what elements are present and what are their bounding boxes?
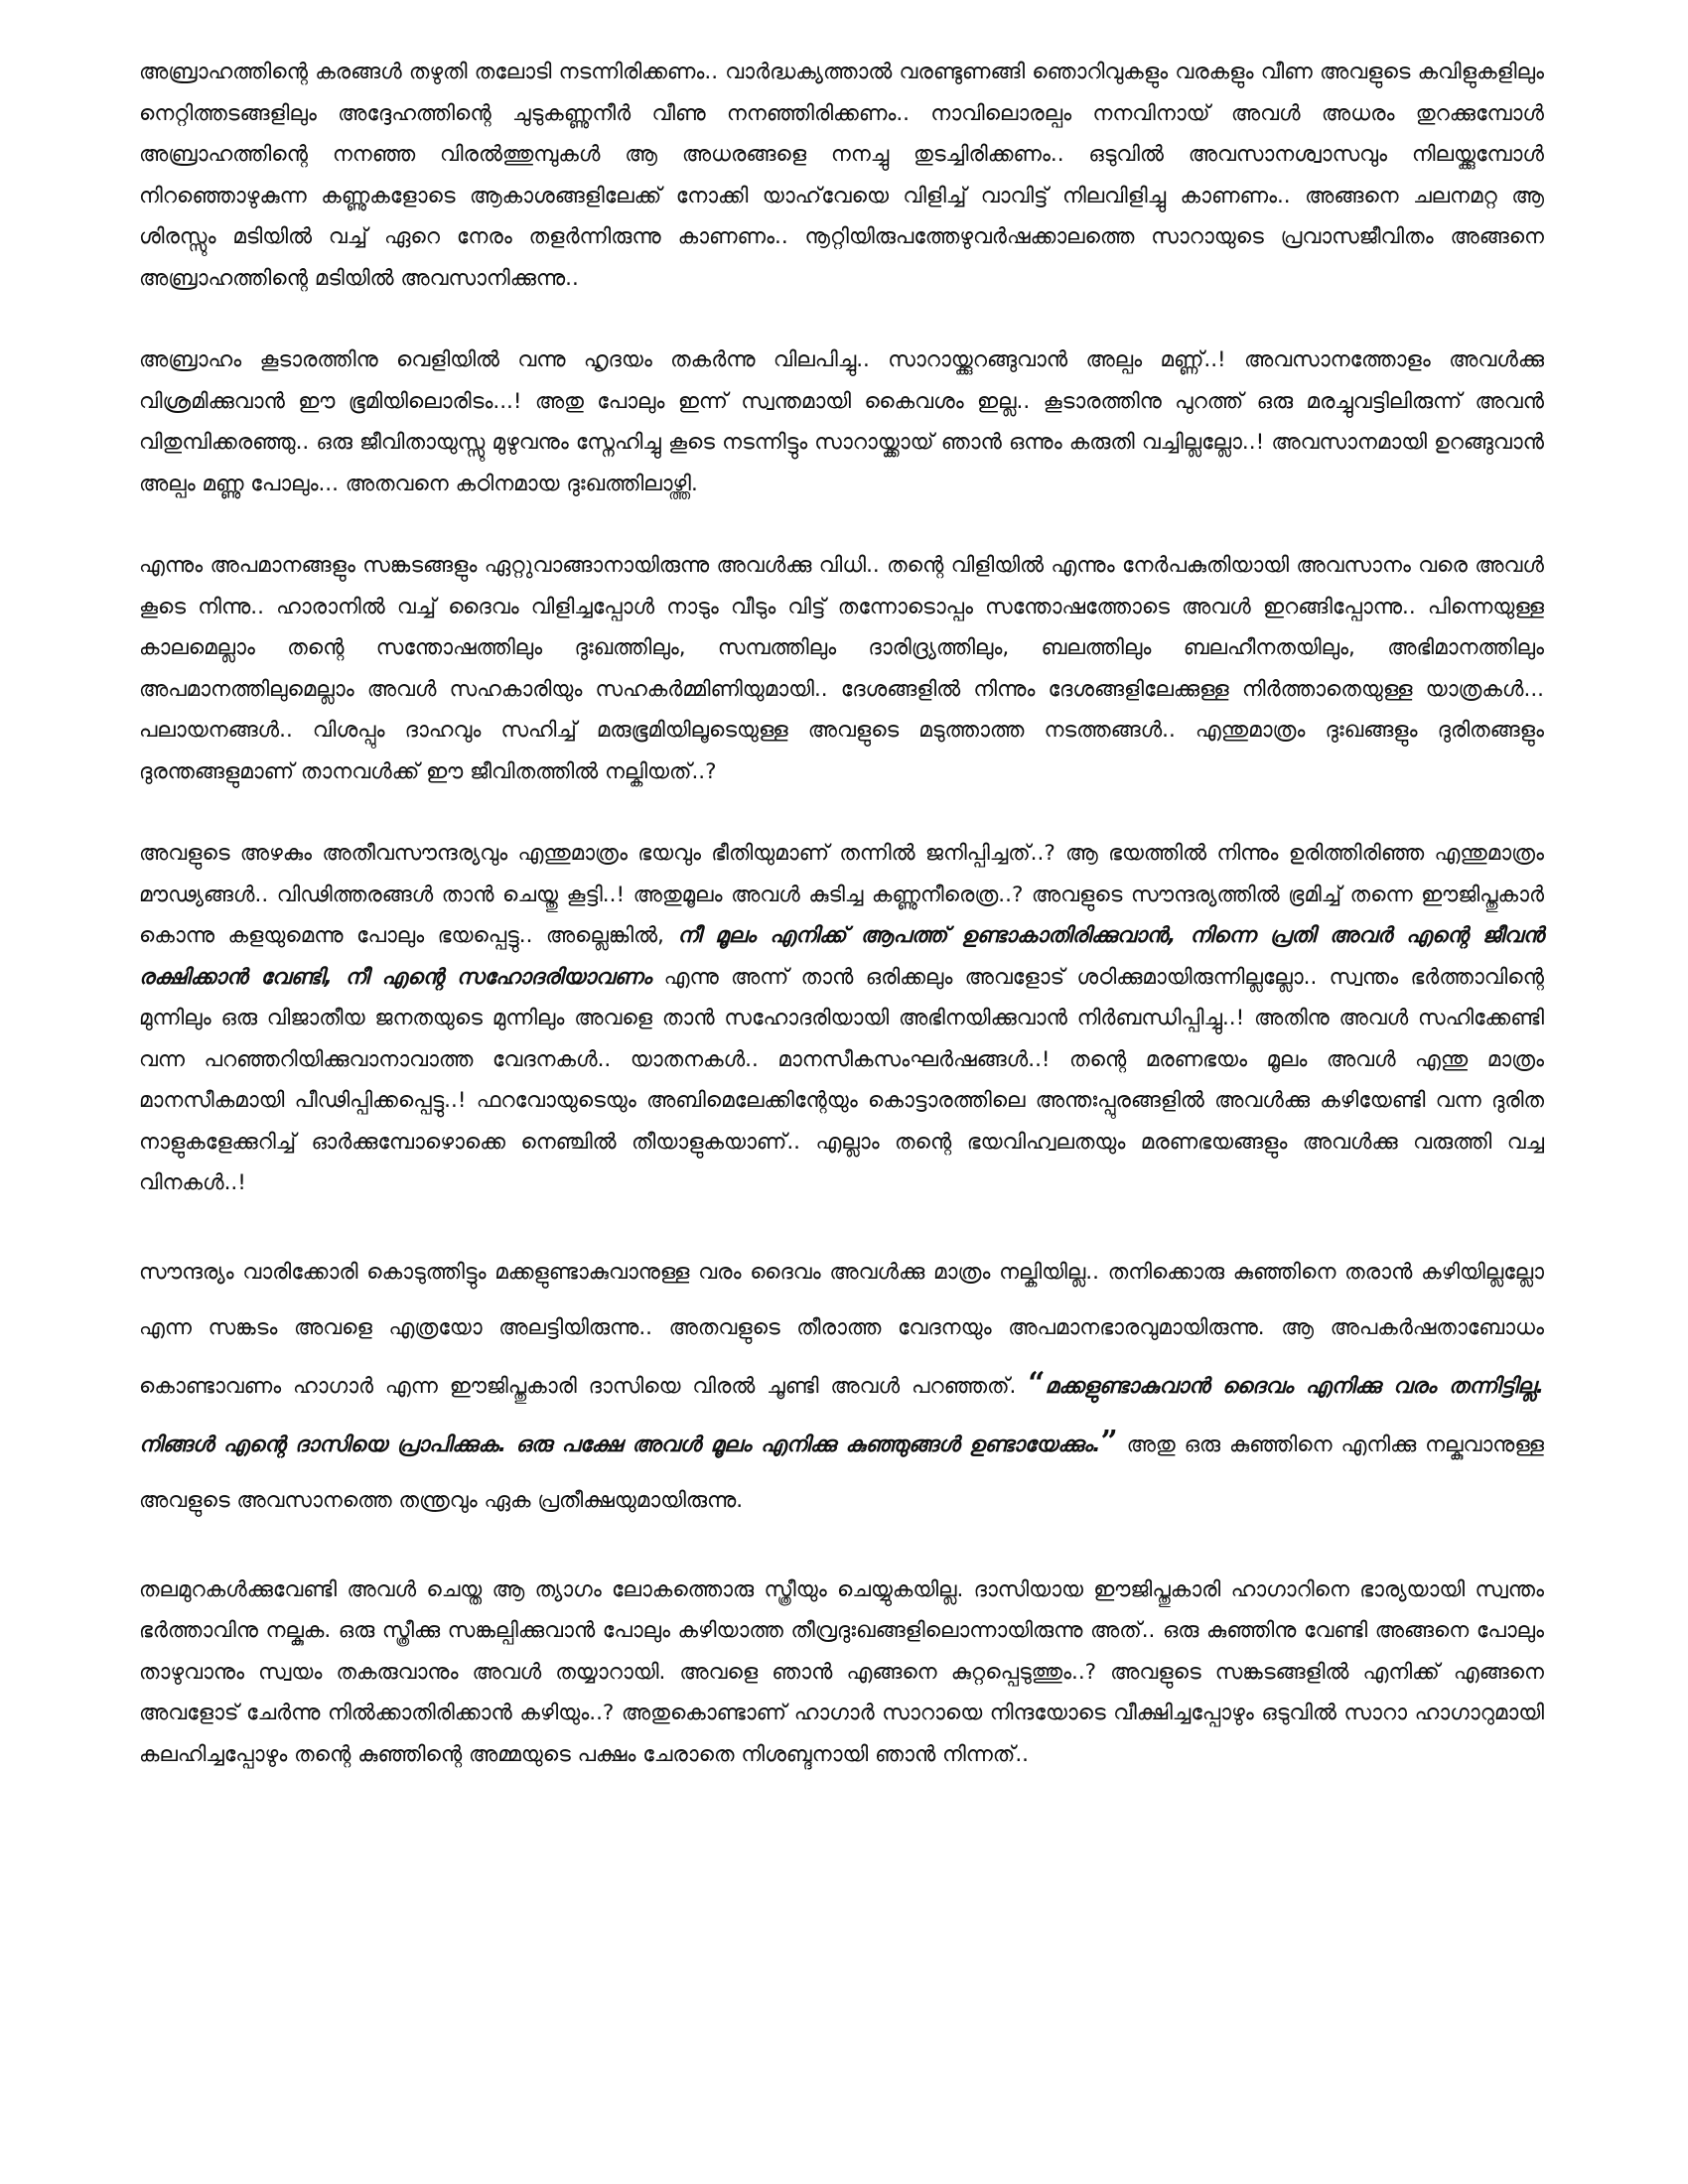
document-page xyxy=(139,52,1544,1775)
open-quote-mark: “ xyxy=(1028,1365,1046,1401)
paragraph-3: എന്നും അപമാനങ്ങളും സങ്കടങ്ങളും ഏറ്റുവാങ്ങാനായിരുന്നു അവൾക്കു വിധി.. തന്റെ വിളിയിൽ എന്നും നേർപകുതിയായി അവസാനം വരെ അവൾ കൂടെ നിന്നു.. ഹാരാനിൽ വച്ച് ദൈവം വിളിച്ചപ്പോൾ നാടും വീടും വിട്ട് തന്നോടൊപ്പം സന്തോഷത്തോടെ അവൾ ഇറങ്ങിപ്പോന്നു.. പിന്നെയുള്ള കാലമെല്ലാം തന്റെ സന്തോഷത്തിലും ദുഃഖത്തിലും, സമ്പത്തിലും ദാരിദ്ര്യത്തിലും, ബലത്തിലും ബലഹീനതയിലും, അഭിമാനത്തിലും അപമാനത്തിലുമെല്ലാം അവൾ സഹകാരിയും സഹകർമ്മിണിയുമായി.. ദേശങ്ങളിൽ നിന്നും ദേശങ്ങളിലേക്കുള്ള നിർത്താതെയുള്ള യാത്രകൾ... പലായനങ്ങൾ.. വിശപ്പും ദാഹവും സഹിച്ച് മരുഭൂമിയിലൂടെയുള്ള അവളുടെ മടുത്താത്ത നടത്തങ്ങൾ.. എന്തുമാത്രം ദുഃഖങ്ങളും ദുരിതങ്ങളും ദുരന്തങ്ങളുമാണ് താനവൾക്ക് ഈ ജീവിതത്തിൽ നല്കിയത്..? xyxy=(139,553,1544,784)
paragraph-5-text-before: സൗന്ദര്യം വാരിക്കോരി കൊടുത്തിട്ടും മക്കളുണ്ടാകുവാനുള്ള വരം ദൈവം അവൾക്കു മാത്രം നല്കിയില്ല.. തനിക്കൊരു കുഞ്ഞിനെ തരാൻ കഴിയില്ലല്ലോ എന്ന സങ്കടം അവളെ എത്രയോ അലട്ടിയിരുന്നു.. അതവളുടെ തീരാത്ത വേദനയും അപമാനഭാരവുമായിരുന്നു. ആ അപകർഷതാബോധം കൊണ്ടാവണം ഹാഗാർ എന്ന ഈജിപ്തുകാരി ദാസിയെ വിരൽ ചൂണ്ടി അവൾ പറഞ്ഞത്. xyxy=(139,1259,1544,1399)
paragraph-5-emphasized-quote: മക്കളുണ്ടാകുവാൻ ദൈവം എനിക്കു വരം തന്നിട്ടില്ല. നിങ്ങൾ എന്റെ ദാസിയെ പ്രാപിക്കുക. ഒരു പക്ഷേ അവൾ മൂലം എനിക്കു കുഞ്ഞുങ്ങൾ ഉണ്ടായേക്കും. xyxy=(139,1373,1544,1457)
paragraph-4 xyxy=(139,833,1544,1204)
paragraph-6: തലമുറകൾക്കുവേണ്ടി അവൾ ചെയ്ത ആ ത്യാഗം ലോകത്തൊരു സ്ത്രീയും ചെയ്യുകയില്ല. ദാസിയായ ഈജിപ്തുകാരി ഹാഗാറിനെ ഭാര്യയായി സ്വന്തം ഭർത്താവിനു നല്കുക. ഒരു സ്ത്രീക്കു സങ്കല്പിക്കുവാൻ പോലും കഴിയാത്ത തീവ്രദുഃഖങ്ങളിലൊന്നായിരുന്നു അത്.. ഒരു കുഞ്ഞിനു വേണ്ടി അങ്ങനെ പോലും താഴുവാനും സ്വയം തകരുവാനും അവൾ തയ്യാറായി. അവളെ ഞാൻ എങ്ങനെ കുറ്റപ്പെടുത്തും..? അവളുടെ സങ്കടങ്ങളിൽ എനിക്ക് എങ്ങനെ അവളോട് ചേർന്നു നിൽക്കാതിരിക്കാൻ കഴിയും..? അതുകൊണ്ടാണ് ഹാഗാർ സാറായെ നിന്ദയോടെ വീക്ഷിച്ചപ്പോഴും ഒടുവിൽ സാറാ ഹാഗാറുമായി കലഹിച്ചപ്പോഴും തന്റെ കുഞ്ഞിന്റെ അമ്മയുടെ പക്ഷം ചേരാതെ നിശബ്ദനായി ഞാൻ നിന്നത്.. xyxy=(139,1576,1544,1767)
close-quote-mark: ” xyxy=(1100,1424,1118,1459)
paragraph-4-text-after: എന്നു അന്ന് താൻ ഒരിക്കലും അവളോട് ശഠിക്കുമായിരുന്നില്ലല്ലോ.. സ്വന്തം ഭർത്താവിന്റെ മുന്നിലും ഒരു വിജാതീയ ജനതയുടെ മുന്നിലും അവളെ താൻ സഹോദരിയായി അഭിനയിക്കുവാൻ നിർബന്ധിപ്പിച്ചു..! അതിനു അവൾ സഹിക്കേണ്ടി വന്ന പറഞ്ഞറിയിക്കുവാനാവാത്ത വേദനകൾ.. യാതനകൾ.. മാനസീകസംഘർഷങ്ങൾ..! തന്റെ മരണഭയം മൂലം അവൾ എന്തു മാത്രം മാനസീകമായി പീഢിപ്പിക്കപ്പെട്ടു..! ഫറവോയുടെയും അബിമെലേക്കിന്റേയും കൊട്ടാരത്തിലെ അന്തഃപ്പുരങ്ങളിൽ അവൾക്കു കഴിയേണ്ടി വന്ന ദുരിത നാളുകളേക്കുറിച്ച് ഓർക്കുമ്പോഴൊക്കെ നെഞ്ചിൽ തീയാളുകയാണ്.. എല്ലാം തന്റെ ഭയവിഹ്വലതയും മരണഭയങ്ങളും അവൾക്കു വരുത്തി വച്ച വിനകൾ..! xyxy=(139,964,1544,1195)
paragraph-1: അബ്രാഹത്തിന്റെ കരങ്ങൾ തഴുതി തലോടി നടന്നിരിക്കണം.. വാർദ്ധക്യത്താൽ വരണ്ടുണങ്ങി ഞൊറിവുകളും വരകളും വീണ അവളുടെ കവിളുകളിലും നെറ്റിത്തടങ്ങളിലും അദ്ദേഹത്തിന്റെ ചുടുകണ്ണുനീർ വീണു നനഞ്ഞിരിക്കണം.. നാവിലൊരല്പം നനവിനായ് അവൾ അധരം തുറക്കുമ്പോൾ അബ്രാഹത്തിന്റെ നനഞ്ഞ വിരൽത്തുമ്പുകൾ ആ അധരങ്ങളെ നനച്ചു തുടച്ചിരിക്കണം.. ഒടുവിൽ അവസാനശ്വാസവും നിലയ്ക്കുമ്പോൾ നിറഞ്ഞൊഴുകുന്ന കണ്ണുകളോടെ ആകാശങ്ങളിലേക്ക് നോക്കി യാഹ്‌വേയെ വിളിച്ച് വാവിട്ട് നിലവിളിച്ചു കാണണം.. അങ്ങനെ ചലനമറ്റ ആ ശിരസ്സും മടിയിൽ വച്ച് ഏറെ നേരം തളർന്നിരുന്നു കാണണം.. നൂറ്റിയിരുപത്തേഴുവർഷക്കാലത്തെ സാറായുടെ പ്രവാസജീവിതം അങ്ങനെ അബ്രാഹത്തിന്റെ മടിയിൽ അവസാനിക്കുന്നു.. xyxy=(139,60,1544,291)
paragraph-5-text-after: അതു ഒരു കുഞ്ഞിനെ എനിക്കു നല്കുവാനുള്ള അവളുടെ അവസാനത്തെ തന്ത്രവും ഏക പ്രതീക്ഷയുമായിരുന്നു. xyxy=(139,1432,1544,1513)
paragraph-4-emphasized-quote: നീ മൂലം എനിക്ക് ആപത്ത് ഉണ്ടാകാതിരിക്കുവാൻ, നിന്നെ പ്രതി അവർ എന്റെ ജീവൻ രക്ഷിക്കാൻ വേണ്ടി, നീ എന്റെ സഹോദരിയാവണം xyxy=(139,923,1544,990)
paragraph-2: അബ്രാഹം കൂടാരത്തിനു വെളിയിൽ വന്നു ഹൃദയം തകർന്നു വിലപിച്ചു.. സാറായ്ക്കുറങ്ങുവാൻ അല്പം മണ്ണ്..! അവസാനത്തോളം അവൾക്കു വിശ്രമിക്കുവാൻ ഈ ഭൂമിയിലൊരിടം...! അതു പോലും ഇന്ന് സ്വന്തമായി കൈവശം ഇല്ല.. കൂടാരത്തിനു പുറത്ത് ഒരു മരച്ചുവട്ടിലിരുന്ന് അവൻ വിതുമ്പിക്കരഞ്ഞു.. ഒരു ജീവിതായുസ്സു മുഴുവനും സ്നേഹിച്ചു കൂടെ നടന്നിട്ടും സാറായ്ക്കായ് ഞാൻ ഒന്നും കരുതി വച്ചില്ലല്ലോ..! അവസാനമായി ഉറങ്ങുവാൻ അല്പം മണ്ണു പോലും... അതവനെ കഠിനമായ ദുഃഖത്തിലാഴ്ത്തി. xyxy=(139,347,1544,496)
paragraph-4-text-before: അവളുടെ അഴകും അതീവസൗന്ദര്യവും എന്തുമാത്രം ഭയവും ഭീതിയുമാണ് തന്നിൽ ജനിപ്പിച്ചത്..? ആ ഭയത്തിൽ നിന്നും ഉരിത്തിരിഞ്ഞ എന്തുമാത്രം മൗഢ്യങ്ങൾ.. വിഢിത്തരങ്ങൾ താൻ ചെയ്തു കൂട്ടി..! അതുമൂലം അവൾ കുടിച്ച കണ്ണുനീരെത്ര..? അവളുടെ സൗന്ദര്യത്തിൽ ഭ്രമിച്ച് തന്നെ ഈജിപ്തുകാർ കൊന്നു കളയുമെന്നു പോലും ഭയപ്പെട്ടു.. അല്ലെങ്കിൽ, xyxy=(139,841,1544,948)
paragraph-5 xyxy=(139,1245,1544,1529)
